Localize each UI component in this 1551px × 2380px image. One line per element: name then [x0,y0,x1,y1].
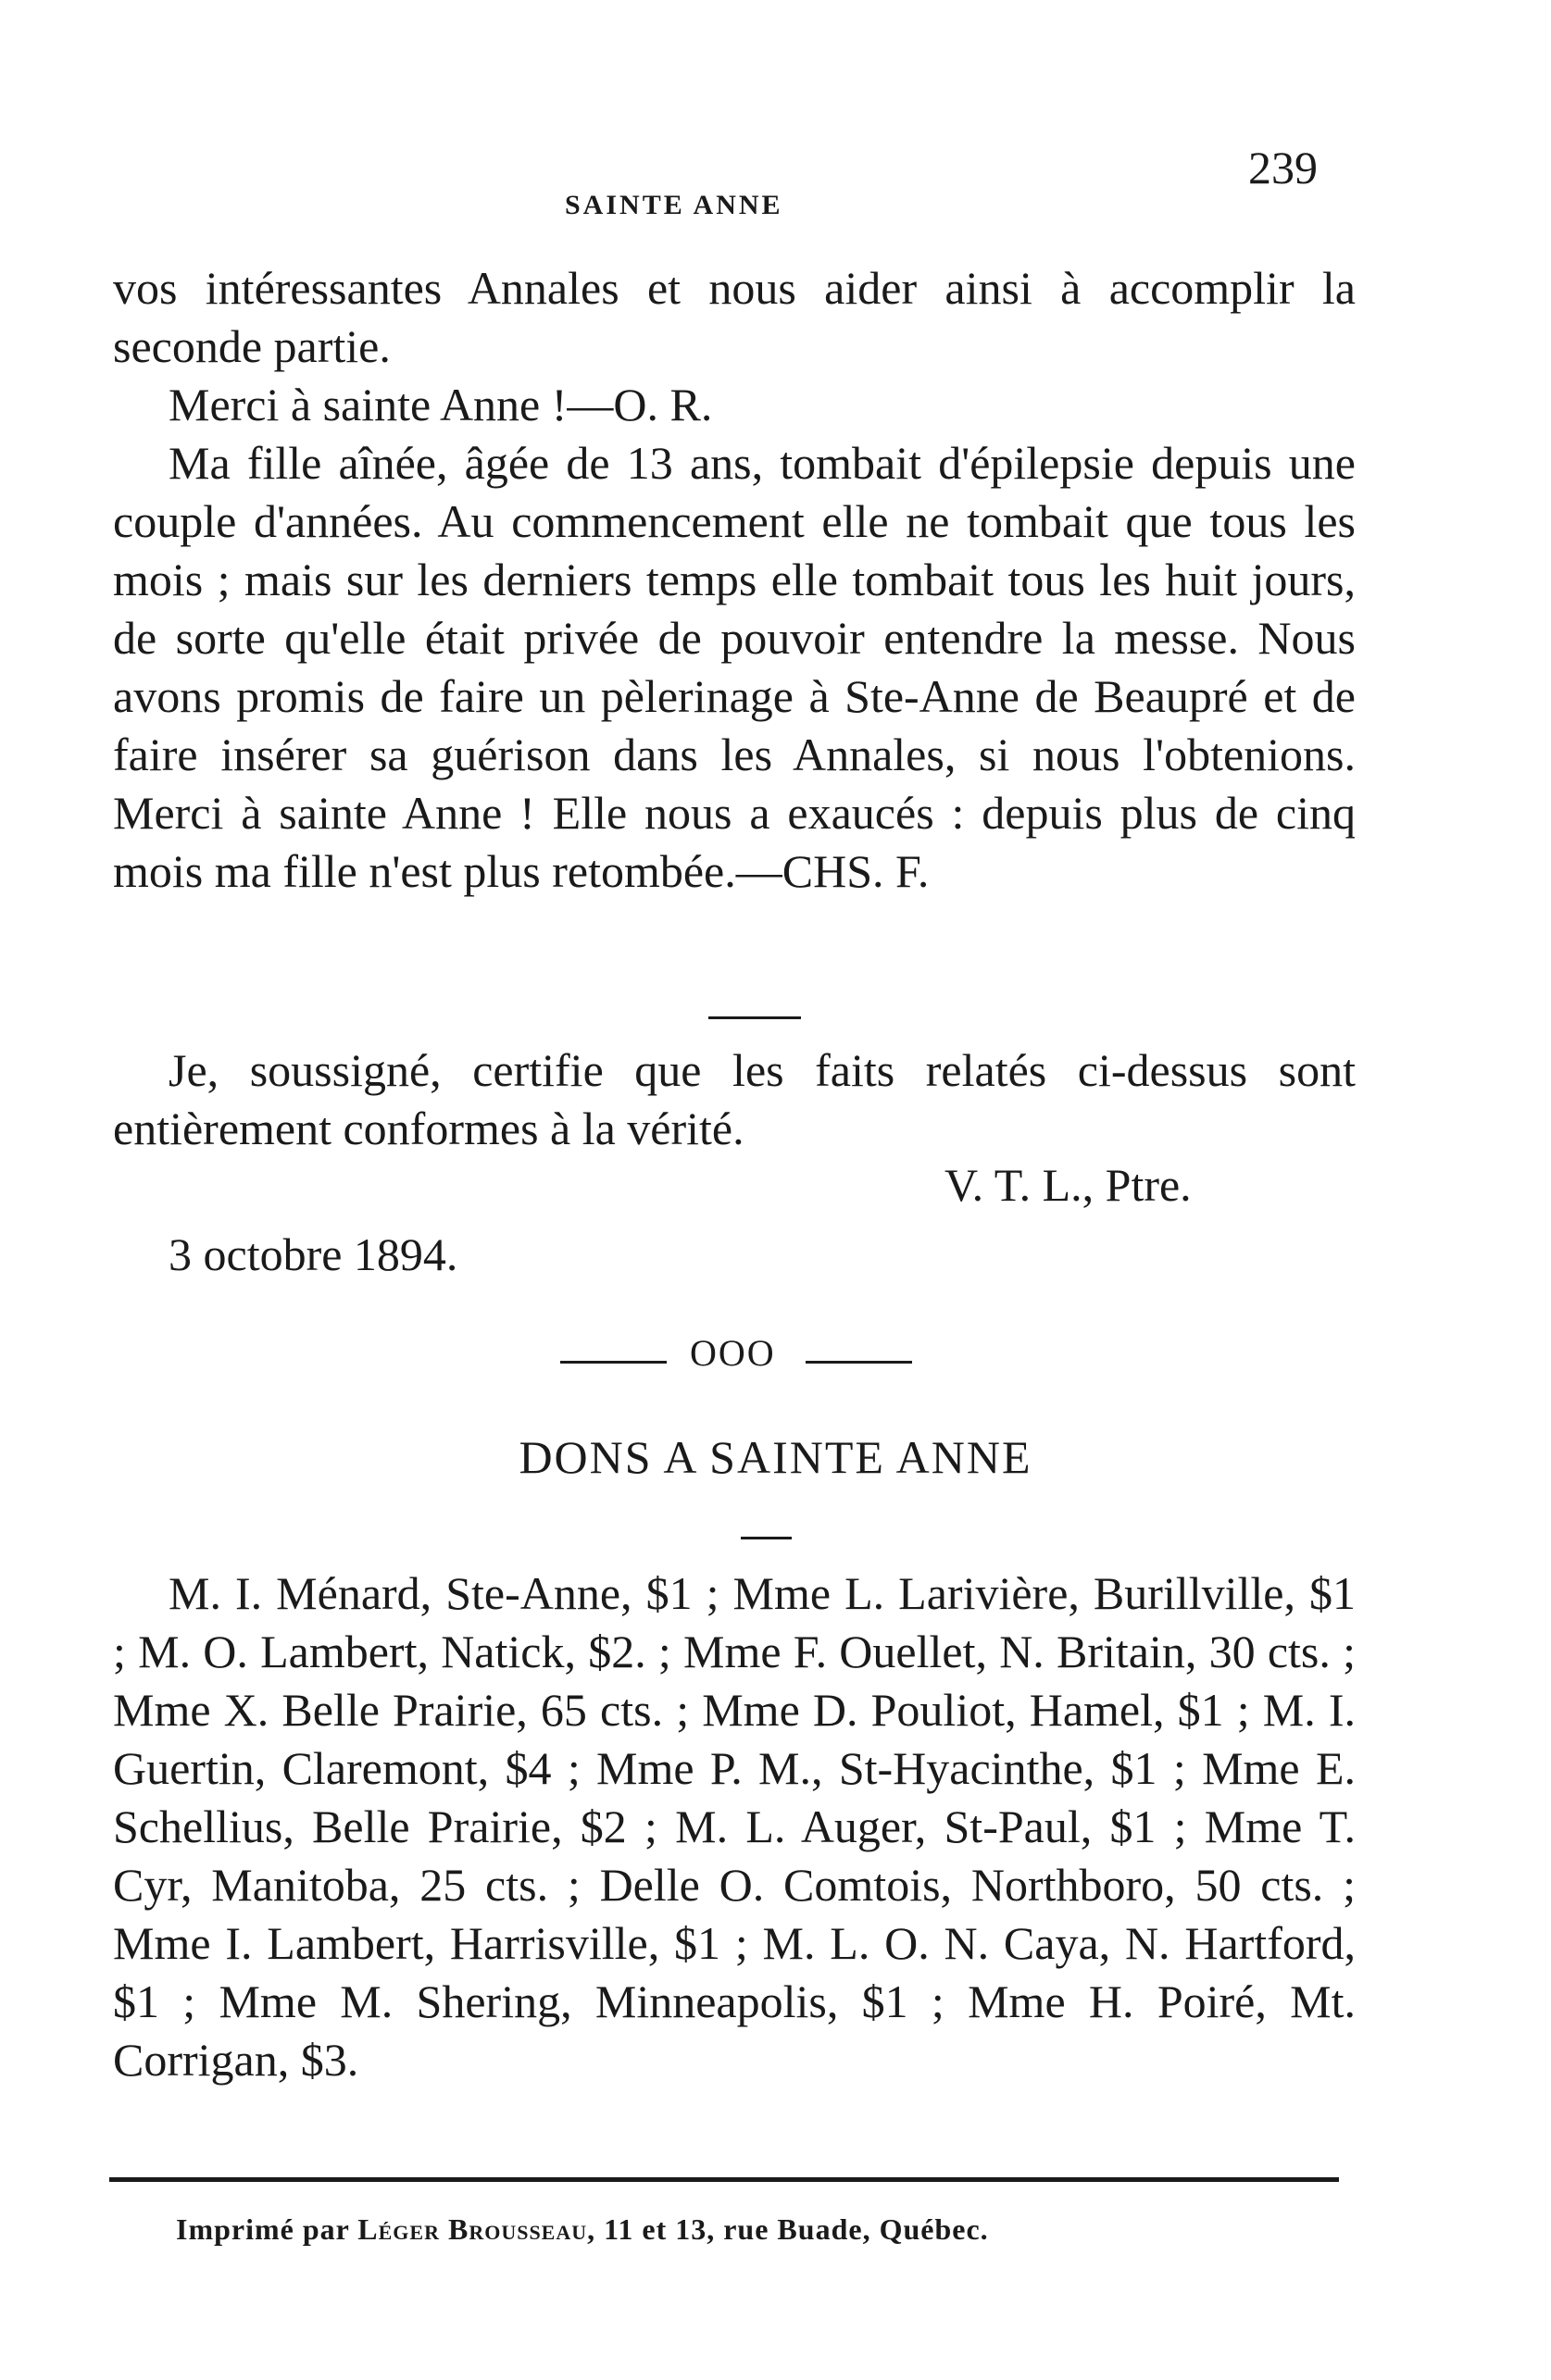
running-head: SAINTE ANNE [565,190,783,220]
continuation-paragraph: vos intéressantes Annales et nous aider ainsi à accomplir la seconde partie. [113,262,1356,372]
separator-text: OOO [690,1332,776,1374]
thanks-line: Merci à sainte Anne !—O. R. [169,379,713,430]
donations-paragraph: M. I. Ménard, Ste-Anne, $1 ; Mme L. Larivière, Burillville, $1 ; M. O. Lambert, Natick, $2. ; Mme F. Ouellet, N. Britain, 30 cts. ; Mme X. Belle Prairie, 65 cts. ; Mme D. Pouliot, Hamel, $1 ; M. I. Guertin, Claremont, $4 ; Mme P. M., St-Hyacinthe, $1 ; Mme E. Schellius, Belle Prairie, $2 ; M. L. Auger, St-Paul, $1 ; Mme T. Cyr, Manitoba, 25 cts. ; Delle O. Comtois, Northboro, 50 cts. ; Mme I. Lambert, Harrisville, $1 ; M. L. O. N. Caya, N. Hartford, $1 ; Mme M. Shering, Minneapolis, $1 ; Mme H. Poiré, Mt. Corrigan, $3. [113,1567,1356,2086]
testimony-block [113,259,1356,901]
imprint-prefix: Imprimé par [176,2212,350,2246]
imprint-printer: Léger Brousseau, [357,2212,596,2246]
certification-paragraph: Je, soussigné, certifie que les faits relatés ci-dessus sont entièrement conformes à la vérité. [113,1044,1356,1154]
ornament-separator [560,1331,912,1387]
date-line: 3 octobre 1894. [169,1228,458,1280]
section-heading: DONS A SAINTE ANNE [519,1431,1032,1483]
imprint-address: 11 et 13, rue Buade, Québec. [604,2212,989,2246]
separator-dash-right [806,1361,912,1364]
certification-block [113,1041,1356,1158]
donations-block [113,1564,1356,2089]
signature: V. T. L., Ptre. [944,1159,1192,1211]
short-rule [708,1016,801,1019]
printer-imprint [176,2212,1324,2247]
testimony-paragraph: Ma fille aînée, âgée de 13 ans, tombait d'épilepsie depuis une couple d'années. Au commencement elle ne tombait que tous les mois ; mais sur les derniers temps elle tombait tous les huit jours, de sorte qu'elle était privée de pouvoir entendre la messe. Nous avons promis de faire un pèlerinage à Ste-Anne de Beaupré et de faire insérer sa guérison dans les Annales, si nous l'obtenions. Merci à sainte Anne ! Elle nous a exaucés : depuis plus de cinq mois ma fille n'est plus retombée.—CHS. F. [113,437,1356,897]
page-number: 239 [1248,142,1318,193]
heading-rule [741,1537,792,1539]
separator-dash-left [560,1361,667,1364]
footer-rule [109,2177,1339,2182]
